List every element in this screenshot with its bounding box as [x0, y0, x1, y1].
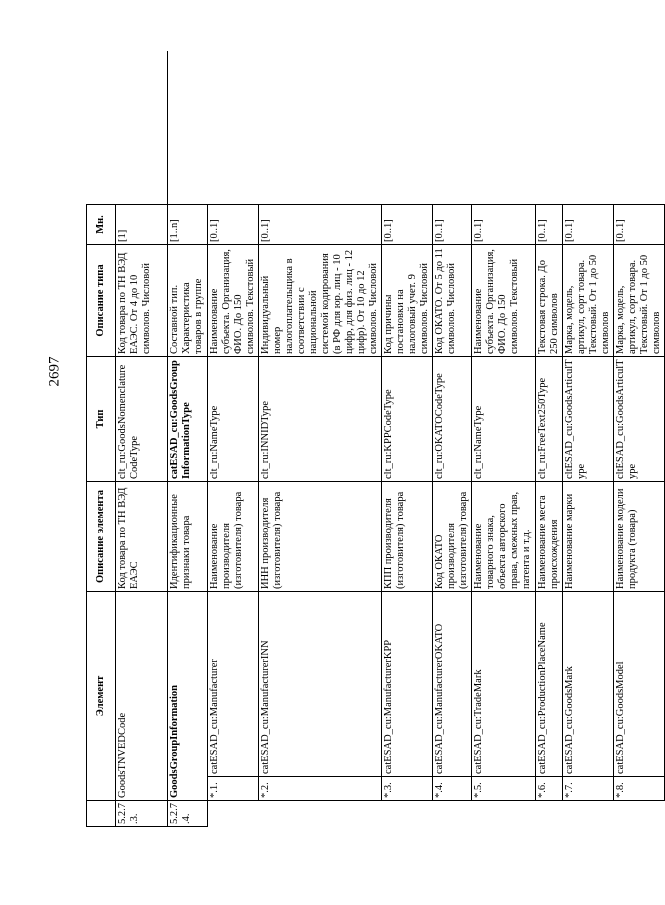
- element-name: catESAD_cu:ManufacturerOKATO: [433, 592, 472, 777]
- sub-row-number: *.2.: [259, 777, 382, 801]
- element-type: clt_ru:INNIDType: [259, 357, 382, 482]
- margin-cell: [614, 52, 665, 205]
- multiplicity: [0..1]: [208, 205, 259, 245]
- element-description: Наименование места происхождения: [536, 482, 563, 592]
- table-row: [116, 52, 168, 827]
- margin-cell: [563, 52, 614, 205]
- indent-cell: [563, 801, 614, 827]
- type-description: Марка, модель, артикул, сорт товара. Текстовый. От 1 до 50 символов: [563, 245, 614, 357]
- element-name: catESAD_cu:ManufacturerINN: [259, 592, 382, 777]
- element-type: cltESAD_cu:GoodsArticulType: [614, 357, 665, 482]
- sub-row-number: *.4.: [433, 777, 472, 801]
- table-row: [536, 52, 563, 827]
- element-name: catESAD_cu:GoodsMark: [563, 592, 614, 777]
- indent-cell: [433, 801, 472, 827]
- element-description: ИНН производителя (изготовителя) товара: [259, 482, 382, 592]
- element-name: GoodsTNVEDCode: [116, 592, 168, 801]
- table-row: [168, 52, 208, 827]
- header-empty-margin: [87, 52, 116, 205]
- type-description: Код ОКАТО. От 5 до 11 символов. Числовой: [433, 245, 472, 357]
- element-description: КПП производителя (изготовителя) товара: [382, 482, 433, 592]
- table-row: [382, 52, 433, 827]
- margin-cell: [536, 52, 563, 205]
- rotated-document-frame: [86, 52, 662, 827]
- element-name: catESAD_cu:ManufacturerKPP: [382, 592, 433, 777]
- header-type-description: Описание типа: [87, 245, 116, 357]
- element-type: clt_ru:NameType: [472, 357, 536, 482]
- indent-cell: [208, 801, 259, 827]
- header-type: Тип: [87, 357, 116, 482]
- multiplicity: [1]: [116, 205, 168, 245]
- element-type: cltESAD_cu:GoodsArticulType: [563, 357, 614, 482]
- multiplicity: [0..1]: [563, 205, 614, 245]
- element-type: clt_ru:FreeText250Type: [536, 357, 563, 482]
- sub-row-number: *.1.: [208, 777, 259, 801]
- margin-cell: [472, 52, 536, 205]
- multiplicity: [0..1]: [472, 205, 536, 245]
- element-description: Наименование производителя (изготовителя) товара: [208, 482, 259, 592]
- indent-cell: [536, 801, 563, 827]
- multiplicity: [0..1]: [382, 205, 433, 245]
- multiplicity: [1..n]: [168, 205, 208, 245]
- margin-cell: [208, 52, 259, 205]
- type-description: Текстовая строка. До 250 символов: [536, 245, 563, 357]
- element-description: Наименование марки: [563, 482, 614, 592]
- type-description: Марка, модель, артикул, сорт товара. Текстовый. От 1 до 50 символов: [614, 245, 665, 357]
- element-description: Наименование модели продукта (товара): [614, 482, 665, 592]
- type-description: Код товара по ТН ВЭД ЕАЭС. От 4 до 10 символов. Числовой: [116, 245, 168, 357]
- table-row: [563, 52, 614, 827]
- element-name: catESAD_cu:TradeMark: [472, 592, 536, 777]
- indent-cell: [259, 801, 382, 827]
- elements-table: [86, 52, 665, 828]
- margin-cell: [168, 52, 208, 205]
- table-row: [259, 52, 382, 827]
- element-type: catESAD_cu:GoodsGroupInformationType: [168, 357, 208, 482]
- sub-row-number: *.3.: [382, 777, 433, 801]
- table-row: [208, 52, 259, 827]
- margin-cell: [116, 52, 168, 205]
- element-description: Наименование товарного знака, объекта авторского права, смежных прав, патента и т.д.: [472, 482, 536, 592]
- row-number: 5.2.7.3.: [116, 801, 168, 827]
- multiplicity: [0..1]: [259, 205, 382, 245]
- header-description: Описание элемента: [87, 482, 116, 592]
- element-description: Идентификационные признаки товара: [168, 482, 208, 592]
- table-header-row: [87, 52, 116, 827]
- sub-row-number: *.6.: [536, 777, 563, 801]
- margin-cell: [259, 52, 382, 205]
- sub-row-number: *.5.: [472, 777, 536, 801]
- element-name: catESAD_cu:GoodsModel: [614, 592, 665, 777]
- type-description: Код причины постановки на налоговый учет. 9 символов. Числовой: [382, 245, 433, 357]
- margin-cell: [382, 52, 433, 205]
- multiplicity: [0..1]: [536, 205, 563, 245]
- multiplicity: [0..1]: [433, 205, 472, 245]
- page-number: 2697: [46, 356, 63, 387]
- table-row: [614, 52, 665, 827]
- element-type: clt_ru:GoodsNomenclatureCodeType: [116, 357, 168, 482]
- element-description: Код товара по ТН ВЭД ЕАЭС: [116, 482, 168, 592]
- table-row: [433, 52, 472, 827]
- element-name: catESAD_cu:ProductionPlaceName: [536, 592, 563, 777]
- multiplicity: [0..1]: [614, 205, 665, 245]
- element-type: clt_ru:NameType: [208, 357, 259, 482]
- indent-cell: [382, 801, 433, 827]
- type-description: Индивидуальный номер налогоплательщика в соответствии с национальной системой кодирования (в РФ для юр. лиц - 10 цифр, для физ. лиц - 12 цифр). От 10 до 12 символов. Числовой: [259, 245, 382, 357]
- indent-cell: [472, 801, 536, 827]
- type-description: Наименование субъекта. Организация, ФИО. До 150 символов. Текстовый: [208, 245, 259, 357]
- sub-row-number: *.8.: [614, 777, 665, 801]
- margin-cell: [433, 52, 472, 205]
- header-mn: Мн.: [87, 205, 116, 245]
- row-number: 5.2.7.4.: [168, 801, 208, 827]
- sub-row-number: *.7.: [563, 777, 614, 801]
- element-description: Код ОКАТО производителя (изготовителя) товара: [433, 482, 472, 592]
- element-name: GoodsGroupInformation: [168, 592, 208, 801]
- element-type: clt_ru:OKATOCodeType: [433, 357, 472, 482]
- indent-cell: [614, 801, 665, 827]
- table-row: [472, 52, 536, 827]
- element-name: catESAD_cu:Manufacturer: [208, 592, 259, 777]
- type-description: Составной тип. Характеристика товаров в группе: [168, 245, 208, 357]
- type-description: Наименование субъекта. Организация, ФИО. До 150 символов. Текстовый: [472, 245, 536, 357]
- header-element: Элемент: [87, 592, 116, 801]
- element-type: clt_ru:KPPCodeType: [382, 357, 433, 482]
- header-number-cell: [87, 801, 116, 827]
